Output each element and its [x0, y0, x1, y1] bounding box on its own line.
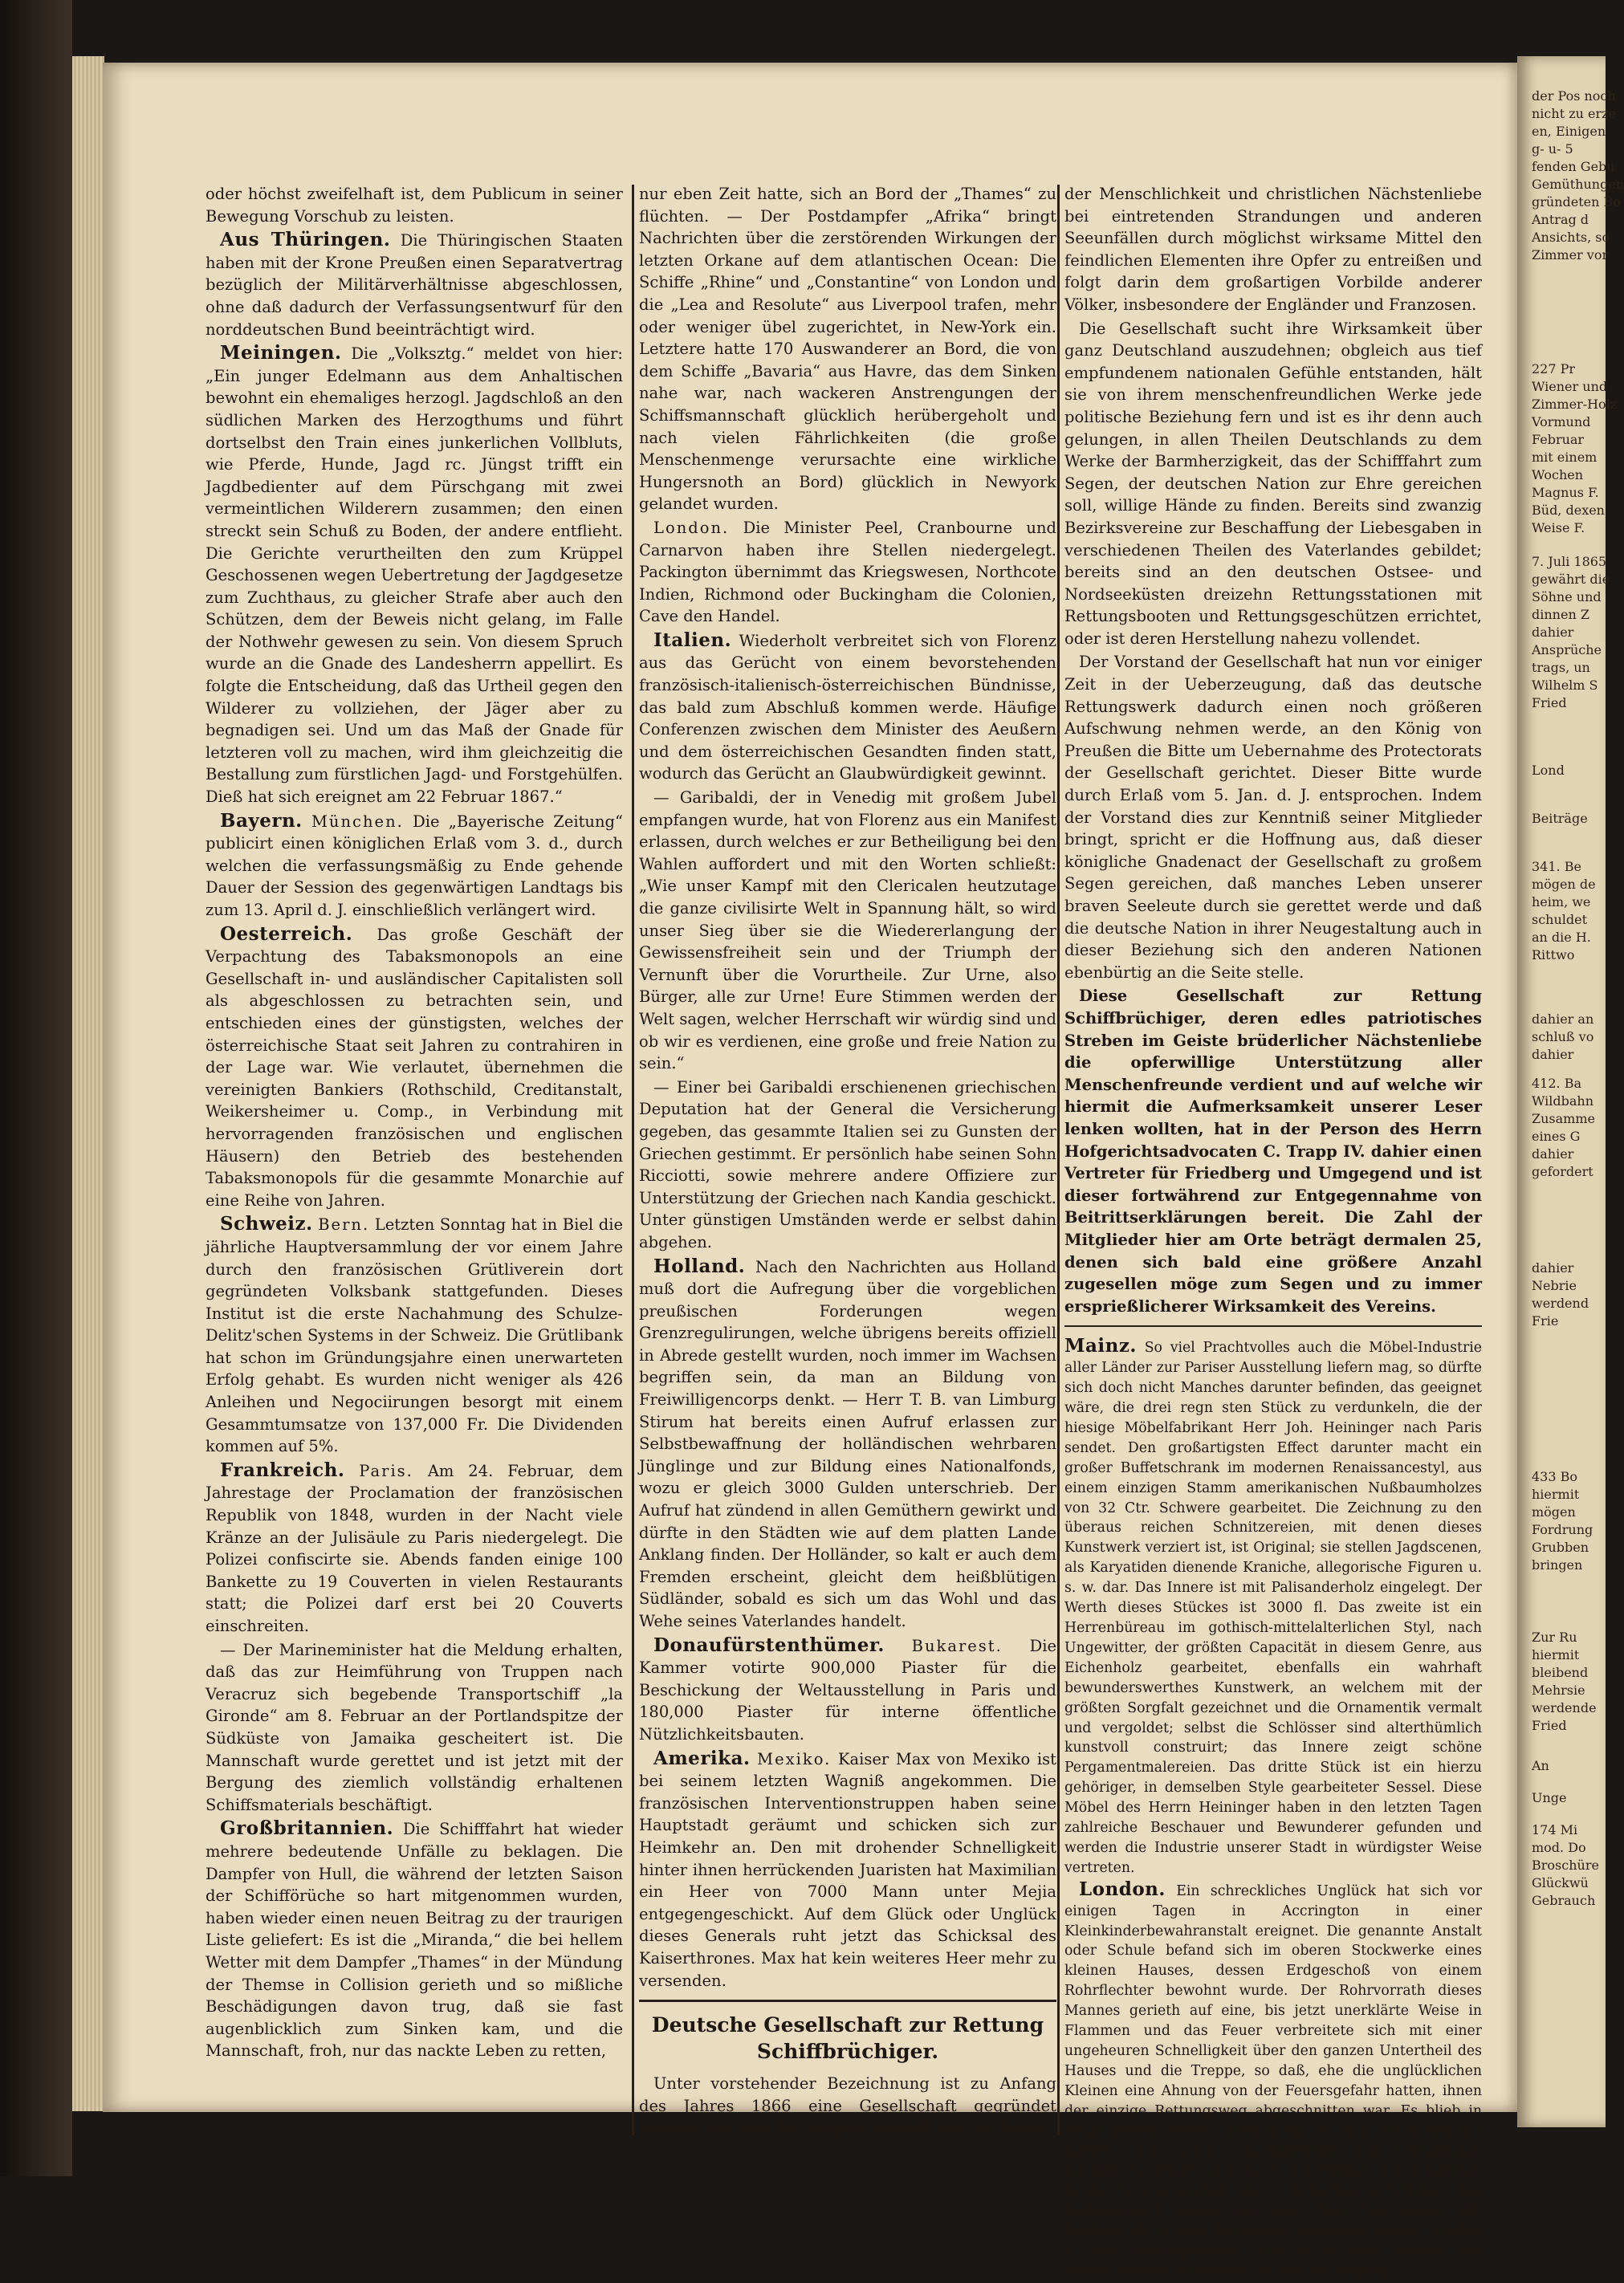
article-heading: Amerika.: [653, 1747, 751, 1769]
adjacent-page-text: Ansichts, so: [1532, 230, 1610, 245]
section-divider: [1064, 1325, 1482, 1327]
adjacent-page-text: en, Einigen: [1532, 124, 1606, 139]
article-text: Das große Geschäft der Verpachtung des Tabaksmonopols an eine Gesellschaft in- und ausländischer Capitalisten soll als abgeschlossen zu betrachten sein, und entschieden eines der günstigsten, welches der österreichische Staat seit Jahren zu contrahiren in der Lage war. Wie verlautet, übernehmen die vereinigten Bankiers (Rothschild, Creditanstalt, Weikersheimer u. Comp., in Verbindung mit hervorragenden französischen und englischen Häusern) den Betrieb des bestehenden Tabaksmonopols für die gesammte Monarchie auf eine Reihe von Jahren.: [206, 925, 623, 1210]
adjacent-page-text: werdende: [1532, 1700, 1597, 1715]
book-binding: [0, 0, 72, 2176]
article-heading: Bayern.: [220, 809, 303, 832]
adjacent-page-text: Magnus F.: [1532, 485, 1599, 500]
adjacent-page-text: dinnen Z: [1532, 607, 1589, 622]
adjacent-page-text: 341. Be: [1532, 859, 1581, 874]
article-text: Die Thüringischen Staaten haben mit der Krone Preußen einen Separatvertrag bezüglich der Militärverhältnisse abgeschlossen, ohne daß dadurch der Verfassungsentwurf für den norddeutschen Bund beeinträchtigt wird.: [206, 231, 623, 339]
adjacent-page-text: mod. Do: [1532, 1840, 1586, 1855]
article-heading: Großbritannien.: [220, 1817, 394, 1840]
adjacent-page-text: heim, we: [1532, 894, 1591, 910]
paragraph: Unter vorstehender Bezeichnung ist zu Anfang des Jahres 1866 eine Gesellschaft gegründet worden, die sich die Aufgabe gestellt hat, im Dienst: [639, 2074, 1056, 2138]
article-heading: Mainz.: [1064, 1335, 1137, 1357]
article-text: Ein schreckliches Unglück hat sich vor einigen Tagen in Accrington in einer Kleinkinderbewahranstalt ereignet. Die genannte Anstalt oder Schule befand sich im oberen Stockwerke eines kleinen Hauses, dessen Erdgeschoß von einem Rohrflechter bewohnt wurde. Der Rohrvorrath dieses Mannes gerieth auf eine, bis jetzt unerklärte Weise in Flammen und das Feuer verbreitete sich mit einer ungeheuren Schnelligkeit über den ganzen Untertheil des Hauses und die Treppe, so daß, ehe die unglücklichen Kleinen eine Ahnung von der Feuersgefahr hatten, ihnen der einzige Rettungsweg abgeschnitten war. Es blieb in Folge dessen weiter nichts übrig, als sich von Außen mit Leitern dem schon rauchgefüllten und brennenden Zimmer zu nähern und durch die Fenster die entsetzten Kinder herauszuziehen und in Sicherheit zu bringen. Das Rettungswerk gelang nur zum Theil. Von gegen 100 Kindern, die in dem Schulraum zusammen waren, wurden 13 todt herausgebracht, und da es nicht gelang, des Feuers Meister zu werden, so war bei Abgang: [1064, 1882, 1482, 2279]
article-heading: Italien.: [653, 629, 732, 651]
article-text: Die „Bayerische Zeitung“ publicirt einen königlichen Erlaß vom 3. d., durch welchen die verfassungsmäßig zu Ende gehende Dauer der Session des gegenwärtigen Landtags bis zum 13. April d. J. einschließlich verlängert wird.: [206, 812, 624, 919]
adjacent-page-text: 7. Juli 1865: [1532, 554, 1607, 569]
adjacent-page-text: gefordert: [1532, 1164, 1593, 1179]
article-text: Die Minister Peel, Cranbourne und Carnarvon haben ihre Stellen niedergelegt. Packington übernimmt das Kriegswesen, Northcote Indien, Richmond oder Buckingham die Colonien, Cave den Handel.: [639, 518, 1056, 626]
paragraph: Diese Gesellschaft zur Rettung Schiffbrüchiger, deren edles patriotisches Streben im Geiste brüderlicher Nächstenliebe die opferwillige Unterstützung aller Menschenfreunde verdient und auf welche wir hiermit die Aufmerksamkeit unserer Leser lenken wollten, hat in der Person des Herrn Hofgerichtsadvocaten C. Trapp IV. dahier einen Vertreter für Friedberg und Umgegend und ist dieser fortwährend zur Entgegennahme von Beitrittserklärungen bereit. Die Zahl der Mitglieder hier am Orte beträgt dermalen 25, denen sich bald eine größere Anzahl zugesellen möge zum Segen und zu immer ersprießlicherer Wirksamkeit des Vereins.: [1064, 987, 1482, 1316]
article-text: Wiederholt verbreitet sich von Florenz aus das Gerücht von einem bevorstehenden französisch-italienisch-österreichischen Bündnisse, das bald zum Abschluß kommen werde. Häufige Conferenzen zwischen dem Minister des Aeußern und dem österreichischen Gesandten finden statt, wodurch das Gerücht an Glaubwürdigkeit gewinnt.: [639, 631, 1056, 783]
adjacent-page-text: Frie: [1532, 1313, 1559, 1329]
dateline: Mexiko.: [757, 1749, 832, 1768]
article-frankreich: [206, 1459, 623, 1638]
paragraph: nur eben Zeit hatte, sich an Bord der „Thames“ zu flüchten. — Der Postdampfer „Afrika“ bringt Nachrichten über die zerstörenden Wirkungen der letzten Orkane auf dem atlantischen Ocean: Die Schiffe „Rhine“ und „Constantine“ von London und die „Lea and Resolute“ aus Liverpool trafen, mehr oder weniger übel zugerichtet, in New-York ein. Letztere hatte 170 Auswanderer an Bord, die von dem Schiffe „Bavaria“ aus Havre, das dem Sinken nahe war, nach wackeren Anstrengungen der Schiffsmannschaft glücklich herübergeholt und nach vielen Fährlichkeiten (die große Menschenmenge verursachte eine wirkliche Hungersnoth an Bord) glücklich in Newyork gelandet wurden.: [639, 185, 1056, 514]
adjacent-page-text: an die H.: [1532, 930, 1591, 945]
article-text: Am 24. Februar, dem Jahrestage der Proclamation der französischen Republik von 1848, wurden in der Nacht viele Kränze an der Julisäule zu Paris niedergelegt. Die Polizei confiscirte sie. Abends fanden einige 100 Bankette zu 19 Couverten in vielen Restaurants statt; die Polizei darf erst bei 20 Couverts einschreiten.: [206, 1461, 624, 1635]
adjacent-page-strip: [1517, 56, 1624, 2127]
adjacent-page-text: Antrag d: [1532, 212, 1589, 227]
column-2: [639, 183, 1056, 2141]
article-text: Kaiser Max von Mexiko ist bei seinem letzten Wagniß angekommen. Die französischen Interventionstruppen haben seine Hauptstadt geräumt und schicken sich zur Heimkehr an. Den mit drohender Schnelligkeit hinter ihnen herrückenden Juaristen hat Maximilian ein Heer von 7000 Mann unter Mejia entgegengeschickt. Auf dem Glück oder Unglück dieses Generals ruht jetzt das Schicksal des Kaiserthrones. Max hat kein weiteres Heer mehr zu versenden.: [639, 1749, 1056, 1990]
adjacent-page-text: gründeten Bo: [1532, 194, 1621, 210]
adjacent-page-text: mit einem: [1532, 450, 1598, 465]
adjacent-page-text: Vormund: [1532, 414, 1591, 429]
adjacent-page-text: schuldet: [1532, 912, 1588, 927]
article-oesterreich: [206, 923, 623, 1212]
article-amerika: [639, 1748, 1056, 1992]
adjacent-page-text: Beiträge: [1532, 811, 1588, 826]
adjacent-page-text: fenden Gebu: [1532, 159, 1615, 174]
dateline: Bern.: [318, 1215, 370, 1235]
article-holland: [639, 1255, 1056, 1633]
adjacent-page-text: werdend: [1532, 1296, 1589, 1311]
article-heading: Frankreich.: [220, 1459, 345, 1481]
article-text: Die „Volksztg.“ meldet von hier: „Ein junger Edelmann aus dem Anhaltischen bewohnt ein ehemaliges herzogl. Jagdschloß an den südlichen Marken des Herzogthums und führt dortselbst den Train eines junkerlichen Vollbluts, wie Pferde, Hunde, Jagd rc. Jüngst trifft ein Jagdbedienter auf dem Pürschgang mit zwei vermeintlichen Wilderern zusammen; den einen streckt sein Schuß zu Boden, der andere entflieht. Die Gerichte verurtheilten den zum Krüppel Geschossenen wegen Uebertretung der Jagdgesetze zum Zuchthaus, zu gleicher Strafe aber auch den Schützen, dem der Beweis nicht gelang, im Falle der Nothwehr gewesen zu sein. Von diesem Spruch wurde an die Gnade des Landesherrn appellirt. Es folgte die Entscheidung, daß das Urtheil gegen den Wilderer zu vollziehen, der Jäger aber zu begnadigen sei. Und um das Maß der Gnade für letzteren voll zu machen, wird ihm gleichzeitig die Bestallung zum fürstlichen Jagd- und Forstgehülfen. Dieß hat sich ereignet am 22 Februar 1867.“: [206, 344, 624, 807]
dateline: London.: [653, 518, 730, 537]
adjacent-page-text: dahier: [1532, 625, 1574, 640]
adjacent-page-text: Nebrie: [1532, 1278, 1577, 1293]
article-text: So viel Prachtvolles auch die Möbel-Industrie aller Länder zur Pariser Ausstellung liefern mag, so dürfte sich doch nicht Manches darunter befinden, das geeignet wäre, die drei regn sten Stück zu verdunkeln, die der hiesige Möbelfabrikant Herr Joh. Heininger nach Paris sendet. Den großartigsten Effect darunter macht ein großer Buffetschrank im modernen Renaissancestyl, aus einem einzigen Stamm amerikanischen Nußbaumholzes von 32 Ctr. Schwere gearbeitet. Die Zeichnung zu den überaus reichen Schnitzereien, mit denen dieses Kunstwerk verziert ist, ist Original; sie stellen Jagdscenen, als Karyatiden dienende Kraniche, allegorische Figuren u. s. w. dar. Das Innere ist mit Palisanderholz eingelegt. Der Werth dieses Stückes ist 3000 fl. Das zweite ist ein Herrenbüreau im gothisch-mittelalterlichen Styl, nach Ungewitter, der größten Capacität in diesem Genre, aus Eichenholz gearbeitet, ebenfalls ein wahrhaft bewunderswerthes Kunstwerk, an welchem mit der größten Sorgfalt gezeichnet und die Ornamentik vermalt und vergoldet; selbst die Schlösser sind alterthümlich kunstvoll construirt; das Innere zeigt schöne Pergamentmalereien. Das dritte Stück ist ein hierzu gehöriger, in demselben Style gearbeiteter Sessel. Diese Möbel des Herrn Heininger haben in den letzten Tagen zahlreiche Beschauer und Bewunderer gefunden und werden die Industrie unserer Stadt in würdigster Weise vertreten.: [1064, 1340, 1482, 1876]
dateline: Paris.: [359, 1461, 413, 1480]
article-meiningen: [206, 342, 623, 808]
adjacent-page-text: Rittwo: [1532, 947, 1575, 962]
adjacent-page-text: dahier: [1532, 1047, 1574, 1062]
paragraph: Der Vorstand der Gesellschaft hat nun vor einiger Zeit in der Ueberzeugung, daß das deutsche Rettungswerk dadurch einen noch größeren Aufschwung nehmen werde, an den König von Preußen die Bitte um Uebernahme des Protectorats der Gesellschaft gerichtet. Dieser Bitte wurde durch Erlaß vom 5. Jan. d. J. entsprochen. Indem der Vorstand dies zur Kenntniß seiner Mitglieder bringt, spricht er die Hoffnung aus, daß dieser königliche Gnadenact der Gesellschaft zu großem Segen gereichen, daß manches Leben unserer braven Seeleute durch sie gerettet werde und daß die deutsche Nation in ihrer Neugestaltung auch in dieser Beziehung sich den anderen Nationen ebenbürtig an die Seite stelle.: [1064, 653, 1482, 982]
column-rule: [632, 185, 634, 2135]
article-thueringen: [206, 229, 623, 340]
adjacent-page-text: An: [1532, 1758, 1549, 1773]
adjacent-page-text: bleibend: [1532, 1665, 1589, 1680]
adjacent-page-text: Wochen: [1532, 467, 1584, 482]
article-donaufuerstenthuemer: [639, 1634, 1056, 1746]
adjacent-page-text: Gebrauch: [1532, 1893, 1596, 1908]
adjacent-page-text: trags, un: [1532, 660, 1590, 675]
adjacent-page-text: Zimmer-Holz: [1532, 397, 1618, 412]
adjacent-page-text: nicht zu erze: [1532, 106, 1617, 121]
article-text: Letzten Sonntag hat in Biel die jährliche Hauptversammlung der vor einem Jahre durch den französischen Grütliverein dort gegründeten Volksbank stattgefunden. Dieses Institut ist die erste Nachahmung des Schulze-Delitz'schen Systems in der Schweiz. Die Grütlibank hat schon im Gründungsjahre einen unerwarteten Erfolg gehabt. Es wurden nicht weniger als 426 Anleihen und Negociirungen besorgt mit einem Gesammtumsatze von 137,000 Fr. Die Dividenden kommen auf 5%.: [206, 1215, 623, 1456]
paragraph: — Einer bei Garibaldi erschienenen griechischen Deputation hat der General die Versicherung gegeben, das gesammte Italien sei zu Gunsten der Griechen gestimmt. Er persönlich habe seinen Sohn Ricciotti, sowie mehrere andere Offiziere zur Unterstützung der Griechen nach Kandia geschickt. Unter günstigen Umständen werde er selbst dahin abgehen.: [639, 1077, 1056, 1251]
adjacent-page-text: Zur Ru: [1532, 1630, 1577, 1645]
paragraph: der Menschlichkeit und christlichen Nächstenliebe bei eintretenden Strandungen und anderen Seeunfällen durch möglichst wirksame Mittel den feindlichen Elementen ihre Opfer zu entreißen und folgt darin dem großartigen Vorbilde anderer Völker, insbesondere der Engländer und Franzosen.: [1064, 185, 1482, 314]
adjacent-page-text: Broschüre: [1532, 1858, 1599, 1873]
adjacent-page-text: 412. Ba: [1532, 1076, 1582, 1091]
adjacent-page-text: Februar: [1532, 432, 1585, 447]
adjacent-page-text: Wiener und: [1532, 379, 1608, 394]
paragraph: — Garibaldi, der in Venedig mit großem Jubel empfangen wurde, hat von Florenz aus ein Manifest erlassen, durch welches er zur Betheiligung bei den Wahlen auffordert und mit den Worten schließt: „Wie unser Kampf mit den Clericalen heutzutage die ganze civilisirte Welt in Spannung hält, so wird unser Sieg über sie die Wiedererlangung der Gewissensfreiheit sein und der Triumph der Vernunft über die Vorurtheile. Zur Urne, also Bürger, alle zur Urne! Eure Stimmen werden der Welt sagen, welcher Herrschaft wir würdig sind und ob wir es verdienen, eine große und freie Nation zu sein.“: [639, 788, 1056, 1073]
adjacent-page-text: 174 Mi: [1532, 1822, 1578, 1837]
paragraph: Die Gesellschaft sucht ihre Wirksamkeit über ganz Deutschland auszudehnen; obgleich aus tief empfundenem nationalen Gefühle entstanden, hält sie von ihrem menschenfreundlichen Werke jede politische Beziehung fern und ist es ihr denn auch gelungen, in allen Theilen Deutschlands zu dem Werke der Barmherzigkeit, das der Schifffahrt zum Segen, der deutschen Nation zur Ehre gereichen soll, willige Hände zu finden. Bereits sind zwanzig Bezirksvereine zur Beschaffung der Liebesgaben in verschiedenen Theilen des Vaterlandes gebildet; bereits sind an den deutschen Ostsee- und Nordseeküsten dreizehn Rettungsstationen mit Rettungsbooten und Rettungsgeschützen errichtet, oder ist deren Herstellung nahezu vollendet.: [1064, 319, 1482, 648]
adjacent-page-text: mögen de: [1532, 877, 1596, 892]
adjacent-page-text: Lond: [1532, 763, 1565, 778]
newspaper-page: [103, 63, 1517, 2279]
adjacent-page-text: schluß vo: [1532, 1029, 1594, 1044]
article-schweiz: [206, 1213, 623, 1458]
adjacent-page-text: bringen: [1532, 1557, 1583, 1573]
adjacent-page-text: Fordrung: [1532, 1522, 1593, 1537]
adjacent-page-text: Wildbahn: [1532, 1093, 1594, 1109]
feuilleton: [1064, 1337, 1482, 2281]
adjacent-page-text: 433 Bo: [1532, 1469, 1578, 1484]
adjacent-page-text: g- u- 5: [1532, 141, 1573, 157]
column-rule: [1057, 185, 1060, 2135]
adjacent-page-text: gewährt die: [1532, 572, 1610, 587]
article-heading: Oesterreich.: [220, 922, 353, 945]
article-italien: [639, 629, 1056, 785]
adjacent-page-text: Söhne und: [1532, 589, 1602, 604]
section-title: Deutsche Gesellschaft zur Rettung Schiffbrüchiger.: [651, 2013, 1044, 2064]
paragraph: oder höchst zweifelhaft ist, dem Publicum in seiner Bewegung Vorschub zu leisten.: [206, 185, 623, 226]
article-text: Die Schifffahrt hat wieder mehrere bedeutende Unfälle zu beklagen. Die Dampfer von Hull, die während der letzten Saison der Schifförüche so hart mitgenommen wurden, haben wieder einen neuen Beitrag zu der traurigen Liste geliefert: Es ist die „Miranda,“ die bei hellem Wetter mit dem Dampfer „Thames“ in der Mündung der Themse in Collision gerieth und so mißliche Beschädigungen davon trug, daß sie fast augenblicklich zum Sinken kam, und die Mannschaft, froh, nur das nackte Leben zu retten,: [206, 1820, 623, 2061]
article-heading: Schweiz.: [220, 1213, 313, 1235]
article-mainz: [1064, 1337, 1482, 1878]
adjacent-page-text: dahier an: [1532, 1011, 1594, 1027]
adjacent-page-text: hiermit: [1532, 1487, 1580, 1502]
adjacent-page-text: Fried: [1532, 1718, 1567, 1733]
adjacent-page-text: hiermit: [1532, 1647, 1580, 1662]
article-london-2: [1064, 1880, 1482, 2281]
adjacent-page-text: dahier: [1532, 1146, 1574, 1162]
adjacent-page-text: Gemüthungen: [1532, 177, 1624, 192]
adjacent-page-text: mögen: [1532, 1504, 1576, 1520]
adjacent-page-text: Büd, dexen: [1532, 503, 1605, 518]
article-heading: Meiningen.: [220, 342, 342, 364]
paragraph: — Der Marineminister hat die Meldung erhalten, daß das zur Heimführung von Truppen nach Veracruz sich begebende Transportschiff „la Gironde“ am 8. Februar an der Portlandspitze der Südküste von Jamaika gescheitert ist. Die Mannschaft wurde gerettet und ist jetzt mit der Bergung des ziemlich vollständig erhaltenen Schiffsmaterials beschäftigt.: [206, 1640, 623, 1814]
article-text: Nach den Nachrichten aus Holland muß dort die Aufregung über die vorgeblichen preußischen Forderungen wegen Grenzregulirungen, welche übrigens bereits offiziell in Abrede gestellt wurden, noch immer im Wachsen begriffen sein, da man an Bildung von Freiwilligencorps denkt. — Herr T. B. van Limburg Stirum hat bereits einen Aufruf erlassen zur Selbstbewaffnung der holländischen wehrbaren Jünglinge und zur Bildung eines Nationalfonds, wozu er gleich 3000 Gulden unterschrieb. Der Aufruf hat zündend in allen Gemüthern gewirkt und dürfte in den Städten wie auf dem platten Lande Anklang finden. Der Holländer, so kalt er auch dem Fremden erscheint, gleicht dem heißblütigen Südländer, sobald es sich um das Wohl und das Wehe seines Vaterlandes handelt.: [639, 1257, 1057, 1630]
dateline: München.: [311, 812, 404, 831]
adjacent-page-text: Zimmer vor: [1532, 247, 1609, 262]
page-edges: [72, 56, 104, 2111]
adjacent-page-text: der Pos noch: [1532, 88, 1616, 104]
adjacent-page-text: Grubben: [1532, 1540, 1589, 1555]
adjacent-page-text: Glückwü: [1532, 1875, 1589, 1890]
adjacent-page-text: Wilhelm S: [1532, 678, 1598, 693]
adjacent-page-text: Mehrsie: [1532, 1683, 1585, 1698]
article-heading: London.: [1079, 1878, 1166, 1900]
column-3: [1064, 183, 1482, 2283]
adjacent-page-text: dahier: [1532, 1260, 1574, 1276]
adjacent-page-text: Ansprüche: [1532, 642, 1602, 657]
article-heading: Aus Thüringen.: [220, 229, 391, 251]
adjacent-page-text: 227 Pr: [1532, 361, 1576, 376]
article-heading: Donaufürstenthümer.: [653, 1634, 885, 1656]
adjacent-page-text: Zusamme: [1532, 1111, 1595, 1126]
section-divider: [639, 2000, 1056, 2002]
article-grossbritannien: [206, 1817, 623, 2062]
article-bayern: [206, 810, 623, 922]
article-heading: Holland.: [653, 1255, 746, 1277]
column-1: [206, 183, 623, 2064]
adjacent-page-text: eines G: [1532, 1129, 1581, 1144]
dateline: Bukarest.: [911, 1636, 1003, 1655]
article-london: [639, 517, 1056, 628]
article-text: Die Kammer votirte 900,000 Piaster für die Beschickung der Weltausstellung in Paris und 180,000 Piaster für interne öffentliche Nützlichkeitsbauten.: [639, 1636, 1057, 1744]
adjacent-page-text: Weise F.: [1532, 520, 1585, 535]
adjacent-page-text: Unge: [1532, 1790, 1567, 1805]
adjacent-page-text: Fried: [1532, 695, 1567, 710]
